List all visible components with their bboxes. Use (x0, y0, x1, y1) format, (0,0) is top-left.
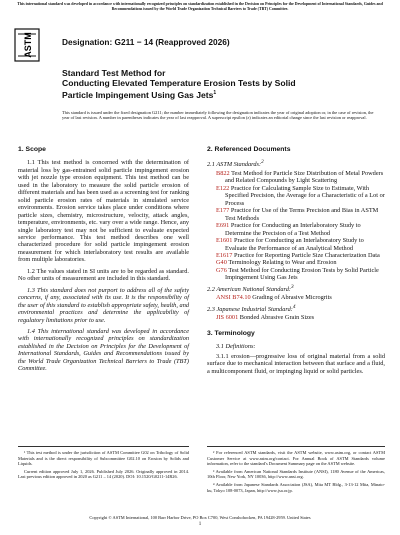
referenced-heading: 2. Referenced Documents (207, 146, 291, 153)
title-line: Particle Impingement Using Gas Jets$^1$ (62, 89, 217, 100)
reference-link[interactable]: G76 (216, 266, 227, 274)
reference-link[interactable]: E691 (216, 222, 230, 230)
astm-standards-label: 2.1 ASTM Standards:$^2$ (207, 159, 264, 169)
reference-link[interactable]: JIS 6001 (216, 314, 239, 322)
header-notice: This international standard was developed in accordance with internationally recognized principles on standardization established in the Decision on Principles for the Development of International Standards, Guides and Recommendations issued by the World Trade Organization Technical Barriers to Trade (TBT) Committee. (17, 2, 383, 11)
standard-note: This standard is issued under the fixed designation G211; the number immediately following the designation indicates the year of original adoption or, in the case of revision, the year of last revision. A number in parentheses indicates the year of last reapproval. A superscript epsilon (ε) indicates an editorial change since the last revision or reapproval. (62, 110, 374, 121)
footnote: ² For referenced ASTM standards, visit the ASTM website, www.astm.org, or contact ASTM Customer Service at www.astm.org/contact. For Annual Book of ASTM Standards volume information, refer to the standard's Document Summary page on the ASTM website. (207, 450, 385, 467)
scope-heading: 1. Scope (18, 146, 46, 153)
footnote: ¹ This test method is under the jurisdiction of ASTM Committee G02 on Tribology of Solid Materials and is the direct responsibility of Subcommittee G02.10 on Erosion by Solids and Liquids. (18, 450, 189, 467)
definitions-label: 3.1 Definitions: (216, 343, 256, 351)
svg-text:ASTM: ASTM (23, 32, 33, 58)
reference-item: G76 Test Method for Conducting Erosion Tests by Solid Particle Impingement Using Gas Jets (216, 266, 379, 282)
reference-item: G40 Terminology Relating to Wear and Erosion (216, 259, 337, 267)
right-column (207, 146, 385, 379)
page-number: 1 (198, 522, 202, 527)
wto-paragraph: 1.4 This international standard was developed in accordance with internationally recognized principles on standardization established in the Decision on Principles for the Development of International Standards, Guides and Recommendations issued by the World Trade Organization Technical Barriers to Trade (TBT) Committee. (18, 327, 189, 373)
safety-paragraph: 1.3 This standard does not purport to address all of the safety concerns, if any, associated with its use. It is the responsibility of the user of this standard to establish appropriate safety, health, and environmental practices and determine the applicability of regulatory limitations prior to use. (18, 286, 189, 324)
footnotes-left (18, 446, 189, 482)
reference-item: E122 Practice for Calculating Sample Size to Estimate, With Specified Precision, the Average for a Characteristic of a Lot or Process (216, 184, 385, 207)
copyright-footer: Copyright © ASTM International, 100 Barr Harbor Drive, PO Box C700, West Conshohocken, PA 19428-2959. United States (89, 515, 311, 520)
terminology-heading: 3. Terminology (207, 329, 255, 337)
reference-link[interactable]: E122 (216, 184, 230, 192)
document-title (62, 68, 382, 100)
reference-item: E177 Practice for Use of the Terms Precision and Bias in ASTM Test Methods (216, 207, 379, 222)
definition-paragraph: 3.1.1 erosion—progressive loss of original material from a solid surface due to mechanical interaction between that surface and a fluid, a multicomponent fluid, or impinging liquid or solid particles. (207, 352, 385, 375)
footnotes-right (207, 446, 385, 495)
reference-link[interactable]: B822 (216, 170, 230, 177)
title-line: Conducting Elevated Temperature Erosion Tests by Solid (62, 78, 296, 88)
left-column (18, 146, 189, 377)
reference-item: E1601 Practice for Conducting an Interlaboratory Study to Evaluate the Performance of an Analytical Method (216, 237, 364, 252)
scope-paragraph: 1.1 This test method is concerned with the determination of material loss by gas-entrained solid particle impingement erosion with jet nozzle type erosion equipment. This test method can be used in the laboratory to measure the solid particle erosion of different materials and has been used as a screening test for ranking solid particle erosion rates of materials in simulated service environments. Erosion service takes place under conditions where particle sizes, chemistry, microstructure, velocity, attack angles, temperature, environments, etc. vary over a wide range. Hence, any single laboratory test may not be sufficient to evaluate expected service performance. This test method describes one well characterized procedure for solid particle impingement erosion measurement for which interlaboratory test results are available from multiple laboratories. (18, 159, 189, 264)
footnote: ³ Available from American National Standards Institute (ANSI), 1180 Avenue of the Americas, 10th Floor, New York, NY 10036, http://www.ansi.org. (207, 468, 385, 480)
reference-link[interactable]: E1601 (216, 237, 233, 245)
jis-standard-label: 2.3 Japanese Industrial Standard:$^4$ (207, 303, 296, 313)
reference-item: E1617 Practice for Reporting Particle Size Characterization Data (216, 251, 380, 259)
reference-item: ANSI B74.10 Grading of Abrasive Microgrits (216, 294, 332, 302)
reference-item: B822 Test Method for Particle Size Distribution of Metal Powders and Related Compounds by Light Scattering (216, 170, 384, 185)
footnote: Current edition approved July 1, 2026. Published July 2026. Originally approved in 2014. Last previous edition approved in 2020 as G211 – 14 (2020). DOI: 10.1520/G0211-14R26. (18, 468, 189, 480)
reference-item: JIS 6001 Bonded Abrasive Grain Sizes (216, 314, 315, 322)
referenced-documents-list (207, 159, 385, 321)
ansi-standard-label: 2.2 American National Standard:$^3$ (207, 283, 294, 293)
reference-link[interactable]: ANSI B74.10 (216, 294, 251, 302)
designation: Designation: G211 − 14 (Reapproved 2026) (62, 37, 230, 47)
reference-link[interactable]: E177 (216, 207, 230, 215)
footnote: ⁴ Available from Japanese Standards Association (JSA), Mita MT Bldg., 3-13-12 Mita, Minato-ku, Tokyo 108-0073, Japan, http://www.jsa.or.jp. (207, 481, 385, 493)
title-line: Standard Test Method for (62, 68, 166, 78)
reference-item: E691 Practice for Conducting an Interlaboratory Study to Determine the Precision of a Test Method (216, 222, 361, 237)
astm-logo (14, 28, 40, 62)
reference-link[interactable]: E1617 (216, 251, 233, 259)
scope-paragraph: 1.2 The values stated in SI units are to be regarded as standard. No other units of measurement are included in this standard. (18, 267, 189, 283)
reference-link[interactable]: G40 (216, 259, 227, 267)
